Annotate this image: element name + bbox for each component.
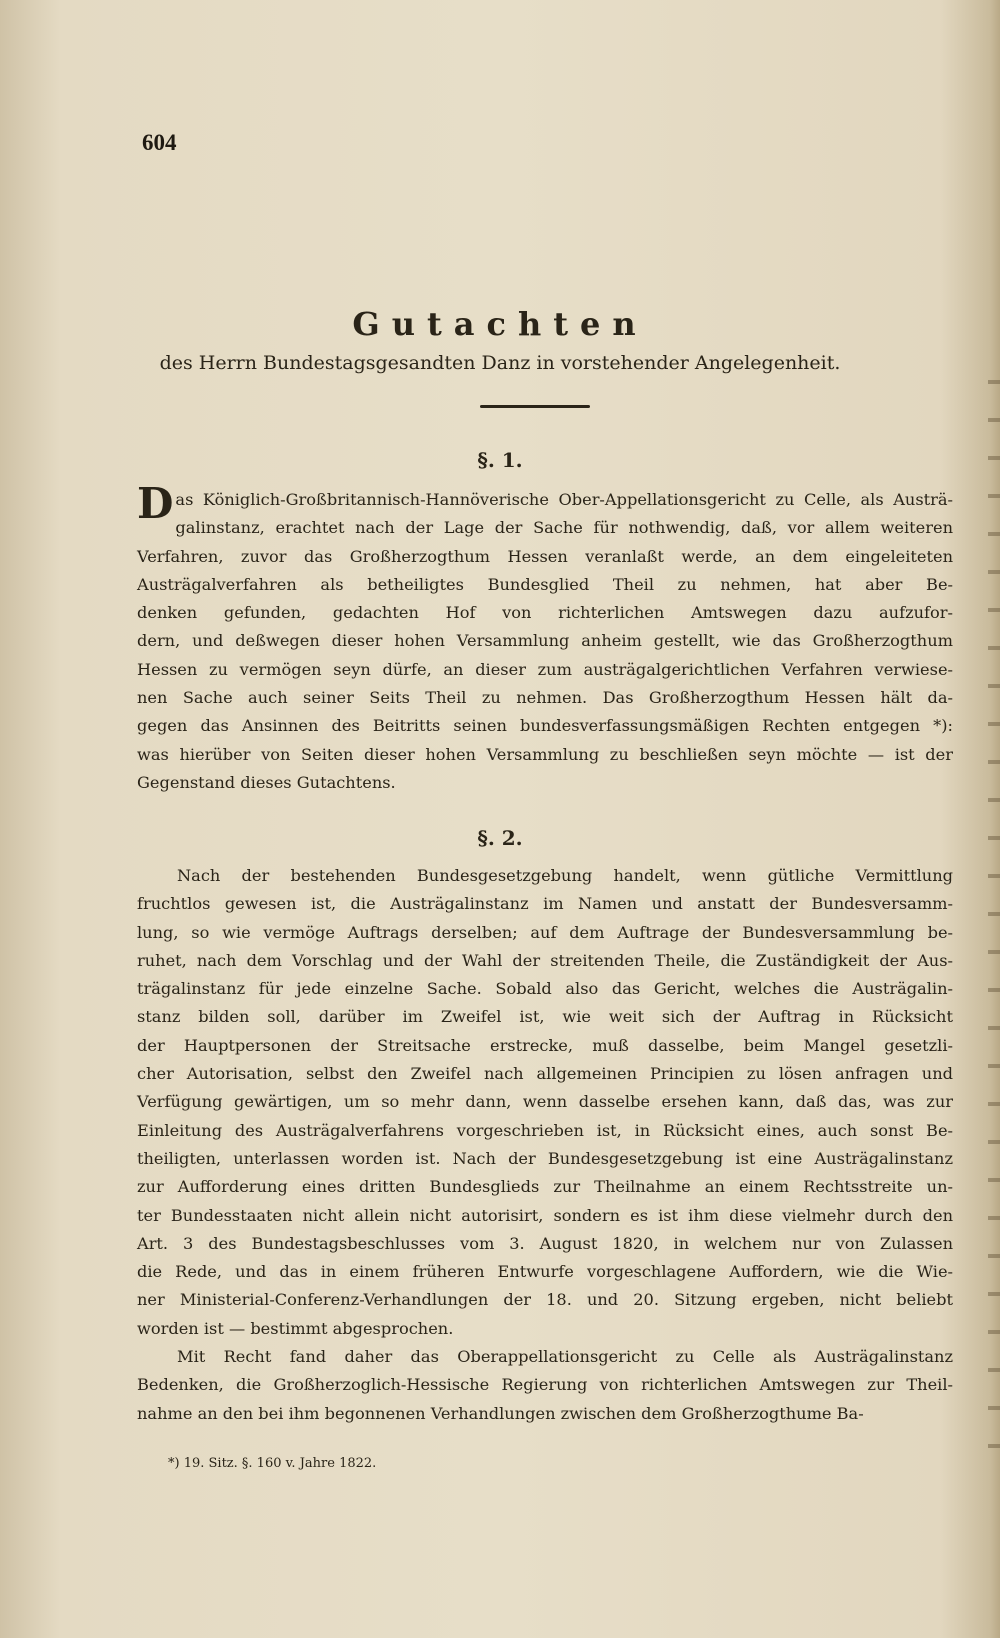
text-line: dern, und deßwegen dieser hohen Versammlung anheim gestellt, wie das Großherzogthum — [137, 631, 953, 651]
text-line: nen Sache auch seiner Seits Theil zu nehmen. Das Großherzogthum Hessen hält da- — [137, 688, 953, 708]
page-number: 604 — [142, 130, 177, 155]
section-heading-1: §. 1. — [477, 448, 523, 472]
page-edge-marks — [988, 380, 1000, 1480]
text-line: die Rede, und das in einem früheren Entwurfe vorgeschlagene Auffordern, wie die Wie- — [137, 1262, 953, 1282]
text-line: Austrägalverfahren als betheiligtes Bundesglied Theil zu nehmen, hat aber Be- — [137, 574, 953, 594]
section-heading-2: §. 2. — [477, 826, 523, 850]
text-line: galinstanz, erachtet nach der Lage der Sache für nothwendig, daß, vor allem weiteren — [175, 518, 953, 538]
section-1-paragraph — [137, 479, 953, 797]
section-2-paragraph — [137, 862, 953, 1343]
text-line: Gegenstand dieses Gutachtens. — [137, 772, 396, 792]
text-line: gegen das Ansinnen des Beitritts seinen bundesverfassungsmäßigen Rechten entgegen *): — [137, 716, 953, 736]
document-subtitle: des Herrn Bundestagsgesandten Danz in vorstehender Angelegenheit. — [159, 352, 841, 374]
text-line: Hessen zu vermögen seyn dürfe, an dieser zum austrägalgerichtlichen Verfahren verwiese- — [137, 659, 953, 679]
text-line: ter Bundesstaaten nicht allein nicht autorisirt, sondern es ist ihm diese vielmehr durch den — [137, 1205, 953, 1225]
section-2-continuation-paragraph — [137, 1343, 953, 1428]
text-line: lung, so wie vermöge Auftrags derselben; auf dem Auftrage der Bundesversammlung be- — [137, 922, 953, 942]
text-line: Nach der bestehenden Bundesgesetzgebung handelt, wenn gütliche Vermittlung — [177, 866, 953, 885]
text-line: nahme an den bei ihm begonnenen Verhandlungen zwischen dem Großherzogthume Ba- — [137, 1403, 864, 1423]
text-line: trägalinstanz für jede einzelne Sache. Sobald also das Gericht, welches die Austrägalin- — [137, 979, 953, 999]
text-line: fruchtlos gewesen ist, die Austrägalinstanz im Namen und anstatt der Bundesversamm- — [137, 894, 953, 914]
text-line: worden ist — bestimmt abgesprochen. — [137, 1318, 454, 1338]
drop-cap: D — [137, 479, 174, 528]
document-title: Gutachten — [352, 305, 648, 343]
text-line: zur Aufforderung eines dritten Bundesglieds zur Theilnahme an einem Rechtsstreite un- — [137, 1177, 953, 1197]
text-line: cher Autorisation, selbst den Zweifel nach allgemeinen Principien zu lösen anfragen und — [137, 1064, 953, 1084]
text-line: ruhet, nach dem Vorschlag und der Wahl der streitenden Theile, die Zuständigkeit der Aus- — [137, 950, 953, 970]
text-line: Verfahren, zuvor das Großherzogthum Hessen veranlaßt werde, an dem eingeleiteten — [137, 546, 953, 566]
text-line: Bedenken, die Großherzoglich-Hessische Regierung von richterlichen Amtswegen zur Theil- — [137, 1375, 953, 1395]
text-line: Art. 3 des Bundestagsbeschlusses vom 3. August 1820, in welchem nur von Zulassen — [137, 1233, 953, 1253]
text-line: as Königlich-Großbritannisch-Hannöverische Ober-Appellationsgericht zu Celle, als Austrä- — [175, 490, 953, 509]
text-line: der Hauptpersonen der Streitsache erstrecke, muß dasselbe, beim Mangel gesetzli- — [137, 1035, 953, 1055]
text-line: Mit Recht fand daher das Oberappellationsgericht zu Celle als Austrägalinstanz — [177, 1347, 953, 1366]
text-line: was hierüber von Seiten dieser hohen Versammlung zu beschließen seyn möchte — ist der — [137, 744, 953, 764]
text-line: ner Ministerial-Conferenz-Verhandlungen der 18. und 20. Sitzung ergeben, nicht beliebt — [137, 1290, 953, 1310]
text-line: Verfügung gewärtigen, um so mehr dann, wenn dasselbe ersehen kann, daß das, was zur — [137, 1092, 953, 1112]
text-line: theiligten, unterlassen worden ist. Nach der Bundesgesetzgebung ist eine Austrägalinstanz — [137, 1148, 953, 1168]
text-line: Einleitung des Austrägalverfahrens vorgeschrieben ist, in Rücksicht eines, auch sonst Be- — [137, 1120, 953, 1140]
footnote: *) 19. Sitz. §. 160 v. Jahre 1822. — [168, 1456, 377, 1471]
text-line: denken gefunden, gedachten Hof von richterlichen Amtswegen dazu aufzufor- — [137, 603, 953, 623]
title-divider — [480, 405, 590, 408]
text-line: stanz bilden soll, darüber im Zweifel ist, wie weit sich der Auftrag in Rücksicht — [137, 1007, 953, 1027]
